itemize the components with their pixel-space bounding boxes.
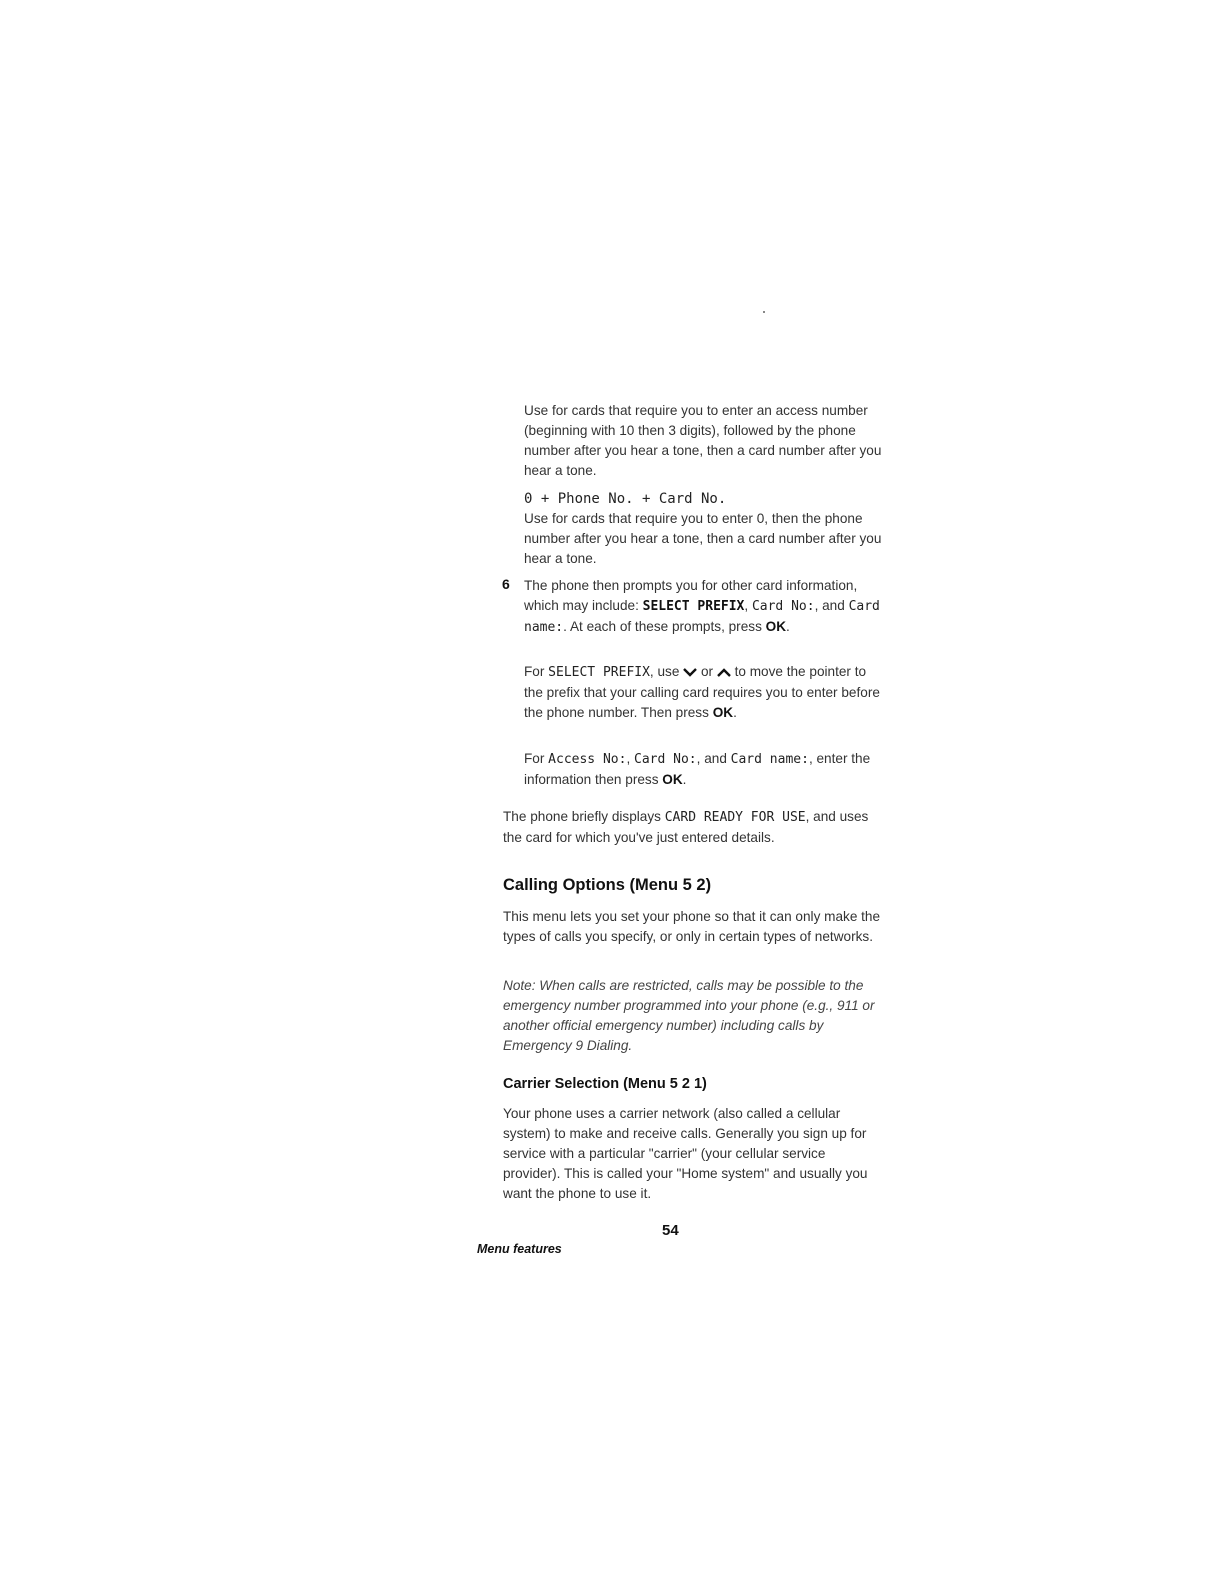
zero-card-format: 0 + Phone No. + Card No. [524, 491, 727, 507]
display-card-ready: CARD READY FOR USE [664, 810, 806, 825]
access-card-description: Use for cards that require you to enter an access number (beginning with 10 then 3 digits), followed by the phone number after you hear a tone, then a card number after you hear a tone. [524, 403, 882, 478]
section-footer: Menu features [477, 1242, 562, 1256]
access-no-instructions: For Access No:, Card No:, and Card name:, enter the information then press OK. [524, 751, 871, 787]
ok-key: OK [712, 705, 734, 720]
prompt-card-no: Card No: [751, 599, 815, 614]
down-arrow-key-icon [683, 668, 697, 677]
calling-options-description: This menu lets you set your phone so that it can only make the types of calls you specify, or only in certain types of networks. [503, 909, 881, 944]
prompt-access-no: Access No: [548, 752, 627, 767]
prompt-select-prefix: SELECT PREFIX [642, 599, 745, 614]
prompt-select-prefix: SELECT PREFIX [548, 665, 650, 680]
emergency-note: Note: When calls are restricted, calls may be possible to the emergency number programmed into your phone (e.g., 911 or another official emergency number) including calls by Emergency 9 Dialing. [503, 978, 875, 1053]
zero-card-description: Use for cards that require you to enter 0, then the phone number after you hear a tone, then a card number after you hear a tone. [524, 511, 882, 566]
carrier-selection-heading: Carrier Selection (Menu 5 2 1) [503, 1076, 707, 1092]
ok-key: OK [765, 619, 787, 634]
prompt-card-name: Card name: [524, 599, 880, 635]
prompt-card-no: Card No: [634, 752, 697, 767]
prefix-instructions: For SELECT PREFIX, use or to move the pointer to the prefix that your calling card requires you to enter before the phone number. Then press OK. [524, 664, 880, 720]
scan-speck [763, 311, 765, 313]
step-number: 6 [502, 576, 510, 592]
up-arrow-key-icon [717, 668, 731, 677]
carrier-selection-description: Your phone uses a carrier network (also called a cellular system) to make and receive calls. Generally you sign up for service with a particular "carrier" (your cellular service provider). This is called your "Home system" and usually you want the phone to use it. [503, 1106, 868, 1201]
step-6-text: The phone then prompts you for other card information, which may include: SELECT PREFIX, Card No:, and Card name:. At each of these prompts, press OK. [524, 578, 880, 635]
calling-options-heading: Calling Options (Menu 5 2) [503, 876, 712, 894]
ok-key: OK [662, 772, 683, 787]
page-number: 54 [662, 1222, 679, 1239]
card-ready-text: The phone briefly displays CARD READY FOR USE, and uses the card for which you've just entered details. [503, 809, 869, 845]
prompt-card-name: Card name: [730, 752, 809, 767]
